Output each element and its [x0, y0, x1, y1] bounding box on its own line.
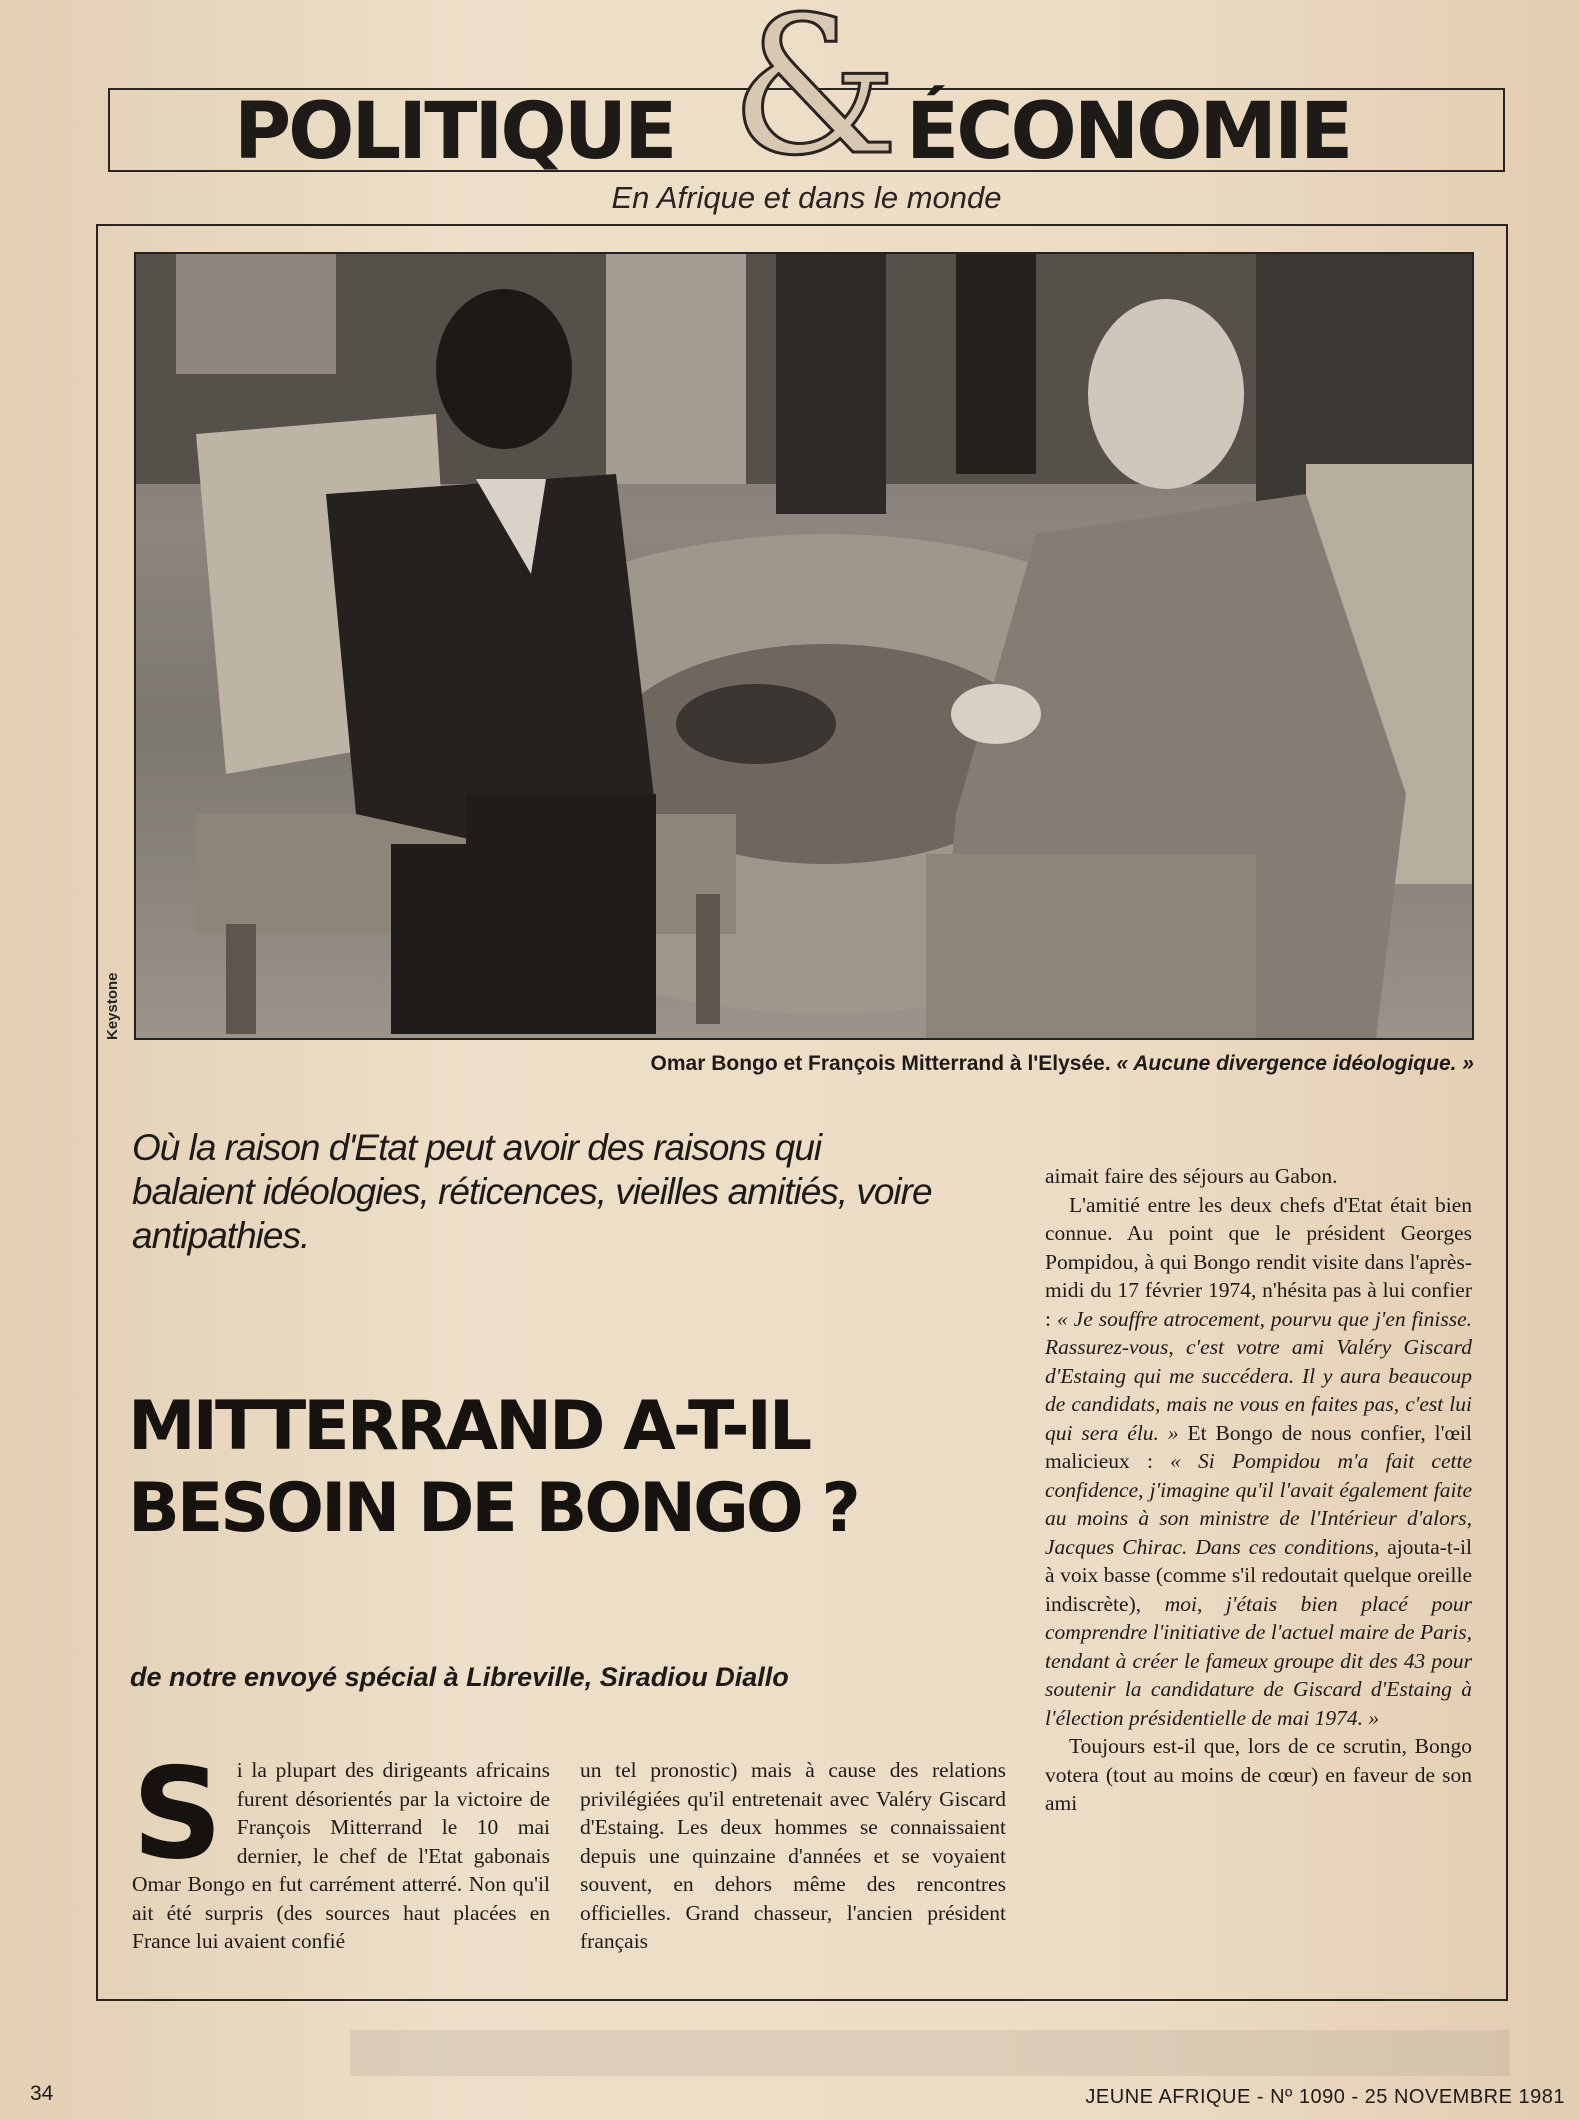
masthead-politique: POLITIQUE: [234, 87, 675, 177]
bongo-quote-1: « Si Pompidou m'a fait cette confidence, j'imagine qu'il l'avait également faite au moins à son ministre de l'Intérieur d'alors, Jacques Chirac. Dans ces conditions,: [1045, 1449, 1472, 1559]
section-subtitle: En Afrique et dans le monde: [611, 180, 1002, 215]
paragraph-2-part-e: ajouta-t-il à voix basse (comme s'il redoutait quelque oreille indiscrète),: [1045, 1534, 1472, 1616]
column-3-paragraph-3: Toujours est-il que, lors de ce scrutin, Bongo votera (tout au moins de cœur) en faveur de son ami: [1045, 1734, 1472, 1815]
publication-footer: JEUNE AFRIQUE - Nº 1090 - 25 NOVEMBRE 1981: [1085, 2086, 1565, 2108]
article-column-2: un tel pronostic) mais à cause des relations privilégiées qu'il entretenait avec Valéry Giscard d'Estaing. Les deux hommes se connaissaient depuis une quinzaine d'années et se voyaient souvent, en dehors même des rencontres officielles. Grand chasseur, l'ancien président français: [580, 1758, 1006, 1953]
article-standfirst: Où la raison d'Etat peut avoir des raisons qui balaient idéologies, réticences, vieilles amitiés, voire antipathies.: [132, 1127, 932, 1256]
column-3-paragraph-1: aimait faire des séjours au Gabon.: [1045, 1164, 1338, 1188]
article-photo: [134, 252, 1474, 1040]
column-1-text: i la plupart des dirigeants africains furent désorientés par la victoire de François Mitterrand le 10 mai dernier, le chef de l'Etat gabonais Omar Bongo en fut carrément atterré. Non qu'il ait été surpris (des sources haut placées en France lui avaient confié: [132, 1758, 550, 1953]
masthead-ampersand: &: [730, 0, 900, 197]
bongo-quote-2: moi, j'étais bien placé pour comprendre l'initiative de l'actuel maire de Paris, tendant à créer le fameux groupe dit des 43 pour soutenir la candidature de Giscard d'Estaing à l'élection présidentielle de mai 1974. »: [1045, 1591, 1472, 1730]
drop-cap: S: [132, 1740, 223, 1887]
column-3-paragraph-2: [1045, 1191, 1472, 1733]
caption-quote: « Aucune divergence idéologique. »: [1116, 1052, 1474, 1075]
paragraph-2-part-c: Et Bongo de nous confier, l'œil malicieux :: [1045, 1420, 1472, 1473]
article-headline: MITTERRAND A-T-IL BESOIN DE BONGO ?: [128, 1387, 858, 1548]
masthead-economie: ÉCONOMIE: [906, 87, 1351, 177]
paragraph-2-part-a: L'amitié entre les deux chefs d'Etat était bien connue. Au point que le président Georges Pompidou, à qui Bongo rendit visite dans l'après-midi du 17 février 1974, n'hésita pas à lui confier :: [1045, 1192, 1472, 1331]
photo-caption: [134, 1052, 1474, 1076]
article-column-1: [132, 1740, 550, 1956]
caption-main: Omar Bongo et François Mitterrand à l'Elysée.: [650, 1052, 1111, 1075]
bleed-through-band: [350, 2030, 1510, 2076]
photo-credit: Keystone: [104, 972, 121, 1040]
article-column-3: [1045, 1162, 1472, 1818]
pompidou-quote: « Je souffre atrocement, pourvu que j'en finisse. Rassurez-vous, c'est votre ami Valéry Giscard d'Estaing qui me succédera. Il y aura beaucoup de candidats, mais ne vous en faites pas, c'est lui qui sera élu. »: [1045, 1306, 1472, 1445]
article-byline: de notre envoyé spécial à Libreville, Siradiou Diallo: [130, 1662, 789, 1692]
page-number: 34: [30, 2082, 54, 2105]
photo-illustration: [136, 254, 1472, 1038]
